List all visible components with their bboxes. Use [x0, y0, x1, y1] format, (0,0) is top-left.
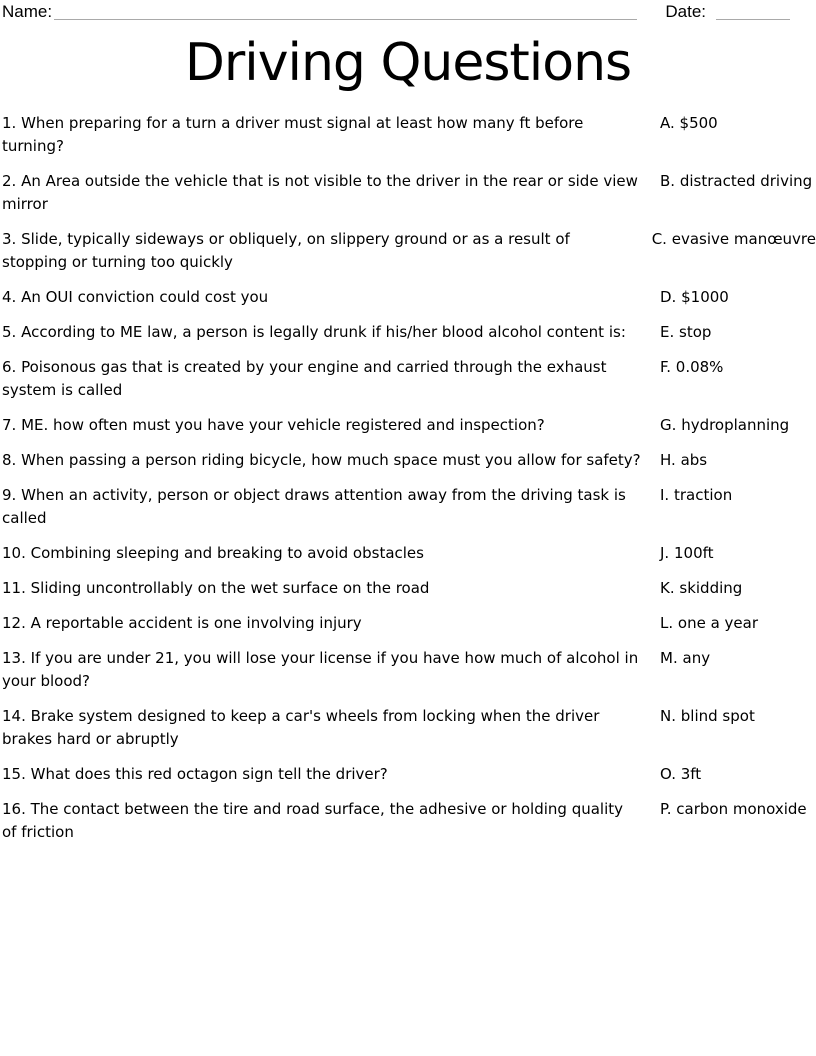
answer — [660, 286, 729, 309]
question-number: 11. — [2, 579, 26, 597]
answer-letter: N. — [660, 707, 676, 725]
question-number: 10. — [2, 544, 26, 562]
answer — [660, 705, 755, 728]
answer — [660, 321, 711, 344]
matching-list — [0, 112, 816, 844]
worksheet-row — [0, 647, 816, 693]
question-text: According to ME law, a person is legally drunk if his/her blood alcohol content is: — [21, 323, 626, 341]
worksheet-row — [0, 612, 816, 635]
question-text: An Area outside the vehicle that is not visible to the driver in the rear or side view mirror — [2, 172, 638, 213]
question-number: 7. — [2, 416, 17, 434]
question-number: 5. — [2, 323, 17, 341]
worksheet-row — [0, 321, 816, 344]
answer-letter: I. — [660, 486, 670, 504]
worksheet-row — [0, 577, 816, 600]
answer-text: abs — [680, 451, 708, 469]
worksheet-row — [0, 112, 816, 158]
answer-letter: A. — [660, 114, 675, 132]
question-text: The contact between the tire and road surface, the adhesive or holding quality of friction — [2, 800, 624, 841]
answer-letter: E. — [660, 323, 675, 341]
answer — [660, 798, 807, 821]
question — [2, 414, 642, 437]
question — [2, 798, 642, 844]
answer-text: any — [682, 649, 711, 667]
answer-letter: B. — [660, 172, 676, 190]
question-number: 4. — [2, 288, 17, 306]
answer-text: 100ft — [673, 544, 714, 562]
question — [2, 228, 634, 274]
question-number: 13. — [2, 649, 26, 667]
answer — [660, 112, 718, 135]
answer-letter: D. — [660, 288, 677, 306]
answer-letter: K. — [660, 579, 675, 597]
worksheet-row — [0, 542, 816, 565]
answer-text: one a year — [677, 614, 759, 632]
answer-text: 3ft — [680, 765, 702, 783]
worksheet-row — [0, 170, 816, 216]
answer — [660, 577, 742, 600]
worksheet-row — [0, 705, 816, 751]
question-text: When preparing for a turn a driver must signal at least how many ft before turning? — [2, 114, 584, 155]
worksheet-row — [0, 228, 816, 274]
worksheet-row — [0, 286, 816, 309]
answer — [660, 356, 723, 379]
question — [2, 647, 642, 693]
question-text: An OUI conviction could cost you — [21, 288, 269, 306]
worksheet-row — [0, 449, 816, 472]
answer-letter: F. — [660, 358, 671, 376]
date-blank-line — [716, 6, 790, 20]
question — [2, 705, 642, 751]
question-text: If you are under 21, you will lose your license if you have how much of alcohol in your blood? — [2, 649, 639, 690]
question-text: A reportable accident is one involving injury — [30, 614, 362, 632]
question — [2, 763, 642, 786]
answer-letter: O. — [660, 765, 676, 783]
answer — [660, 647, 710, 670]
answer-text: hydroplanning — [681, 416, 790, 434]
answer — [660, 414, 789, 437]
question-text: Slide, typically sideways or obliquely, on slippery ground or as a result of stopping or turning too quickly — [2, 230, 570, 271]
header — [0, 0, 816, 22]
answer-text: distracted driving — [679, 172, 813, 190]
question-text: Combining sleeping and breaking to avoid obstacles — [30, 544, 424, 562]
answer — [652, 228, 816, 251]
answer — [660, 542, 714, 565]
worksheet-row — [0, 763, 816, 786]
question — [2, 449, 642, 472]
worksheet-row — [0, 484, 816, 530]
name-blank-line — [54, 6, 637, 20]
page-title: Driving Questions — [184, 33, 632, 93]
question-number: 1. — [2, 114, 17, 132]
worksheet-row — [0, 356, 816, 402]
question-text: ME. how often must you have your vehicle registered and inspection? — [21, 416, 545, 434]
answer — [660, 763, 701, 786]
answer-text: evasive manœuvre — [671, 230, 816, 248]
question-number: 12. — [2, 614, 26, 632]
question-text: When an activity, person or object draws attention away from the driving task is called — [2, 486, 626, 527]
question-number: 9. — [2, 486, 17, 504]
question — [2, 321, 642, 344]
question — [2, 612, 642, 635]
question-number: 16. — [2, 800, 26, 818]
question-number: 15. — [2, 765, 26, 783]
question-text: Brake system designed to keep a car's wheels from locking when the driver brakes hard or abruptly — [2, 707, 600, 748]
question-number: 8. — [2, 451, 17, 469]
answer-text: $1000 — [681, 288, 729, 306]
answer-text: $500 — [679, 114, 718, 132]
answer — [660, 170, 812, 193]
answer-letter: P. — [660, 800, 672, 818]
question — [2, 356, 642, 402]
worksheet-row — [0, 798, 816, 844]
question-number: 3. — [2, 230, 17, 248]
answer-letter: C. — [651, 230, 667, 248]
answer-letter: M. — [660, 649, 678, 667]
question-number: 14. — [2, 707, 26, 725]
answer — [660, 612, 758, 635]
answer — [660, 449, 707, 472]
date-label: Date: — [665, 2, 706, 21]
answer-text: 0.08% — [675, 358, 724, 376]
question-text: When passing a person riding bicycle, how much space must you allow for safety? — [21, 451, 641, 469]
answer-text: blind spot — [680, 707, 755, 725]
question — [2, 170, 642, 216]
answer-letter: L. — [660, 614, 674, 632]
question-text: Sliding uncontrollably on the wet surface on the road — [30, 579, 430, 597]
answer-letter: H. — [660, 451, 676, 469]
answer-letter: J. — [660, 544, 670, 562]
question-number: 6. — [2, 358, 17, 376]
worksheet-row — [0, 414, 816, 437]
answer-text: traction — [673, 486, 733, 504]
question — [2, 484, 642, 530]
question-text: Poisonous gas that is created by your engine and carried through the exhaust system is called — [2, 358, 607, 399]
name-label: Name: — [2, 2, 53, 21]
answer-letter: G. — [660, 416, 677, 434]
answer-text: carbon monoxide — [676, 800, 807, 818]
question — [2, 286, 642, 309]
question — [2, 112, 642, 158]
question — [2, 577, 642, 600]
answer-text: skidding — [679, 579, 743, 597]
question-number: 2. — [2, 172, 17, 190]
answer — [660, 484, 732, 507]
answer-text: stop — [679, 323, 712, 341]
question-text: What does this red octagon sign tell the driver? — [30, 765, 388, 783]
question — [2, 542, 642, 565]
